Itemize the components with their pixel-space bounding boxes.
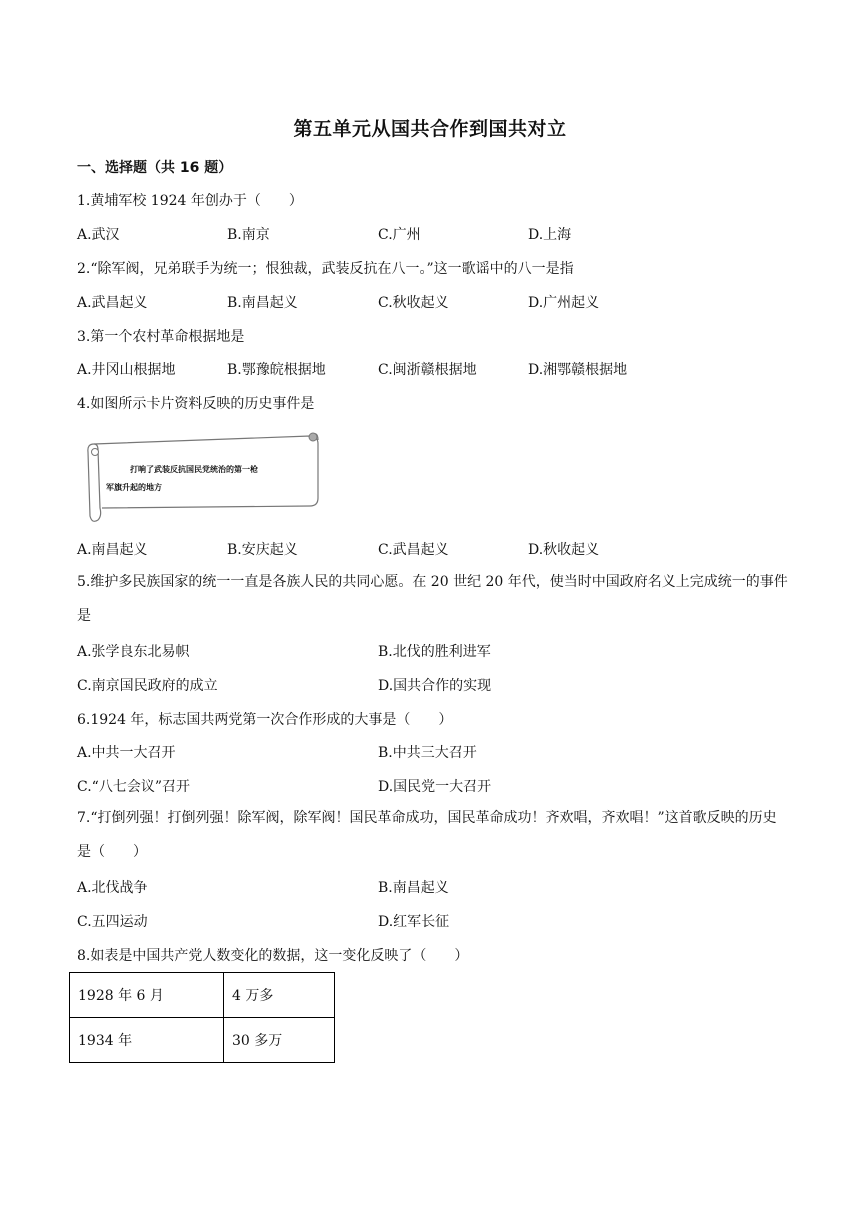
question-7-option-c: C.五四运动 xyxy=(77,914,148,930)
question-4-option-c: C.武昌起义 xyxy=(378,542,449,558)
table-row xyxy=(70,1018,335,1063)
question-3-option-b: B.鄂豫皖根据地 xyxy=(227,362,326,378)
table-cell: 1934 年 xyxy=(70,1018,224,1063)
question-7-option-d: D.红军长征 xyxy=(378,914,450,930)
question-5-option-d: D.国共合作的实现 xyxy=(378,678,492,694)
question-3-option-d: D.湘鄂赣根据地 xyxy=(528,362,628,378)
question-2-option-b: B.南昌起义 xyxy=(227,295,298,311)
page-title: 第五单元从国共合作到国共对立 xyxy=(293,118,567,140)
question-3-stem: 3.第一个农村革命根据地是 xyxy=(77,329,245,345)
question-7-stem: 7.“打倒列强！打倒列强！除军阀，除军阀！国民革命成功，国民革命成功！齐欢唱，齐欢唱！”这首歌反映的历史是（ ） xyxy=(77,810,777,860)
section-heading: 一、选择题（共 16 题） xyxy=(77,160,233,176)
question-1-option-d: D.上海 xyxy=(528,227,572,243)
question-5-option-b: B.北伐的胜利进军 xyxy=(378,644,491,660)
question-6-option-a: A.中共一大召开 xyxy=(77,745,176,761)
question-6-option-c: C.“八七会议”召开 xyxy=(77,779,190,795)
party-membership-table xyxy=(69,972,335,1063)
table-cell: 4 万多 xyxy=(224,973,335,1018)
question-3-option-c: C.闽浙赣根据地 xyxy=(378,362,477,378)
question-2-option-c: C.秋收起义 xyxy=(378,295,449,311)
question-7-option-b: B.南昌起义 xyxy=(378,880,449,896)
question-2-stem: 2.“除军阀，兄弟联手为统一；恨独裁，武装反抗在八一。”这一歌谣中的八一是指 xyxy=(77,261,574,277)
question-1-stem: 1.黄埔军校 1924 年创办于（ ） xyxy=(77,193,303,209)
scroll-card-image xyxy=(84,428,324,526)
question-8-stem: 8.如表是中国共产党人数变化的数据，这一变化反映了（ ） xyxy=(77,948,469,964)
card-text-line2: 军旗升起的地方 xyxy=(106,482,162,492)
question-2-option-a: A.武昌起义 xyxy=(77,295,148,311)
question-4-option-d: D.秋收起义 xyxy=(528,542,600,558)
table-row xyxy=(70,973,335,1018)
question-6-option-d: D.国民党一大召开 xyxy=(378,779,492,795)
question-6-option-b: B.中共三大召开 xyxy=(378,745,477,761)
scroll-frame-icon xyxy=(84,428,324,526)
question-6-stem: 6.1924 年，标志国共两党第一次合作形成的大事是（ ） xyxy=(77,712,453,728)
question-2-option-d: D.广州起义 xyxy=(528,295,600,311)
question-4-stem: 4.如图所示卡片资料反映的历史事件是 xyxy=(77,396,315,412)
question-4-option-b: B.安庆起义 xyxy=(227,542,298,558)
table-cell: 30 多万 xyxy=(224,1018,335,1063)
question-4-option-a: A.南昌起义 xyxy=(77,542,148,558)
question-5-stem: 5.维护多民族国家的统一一直是各族人民的共同心愿。在 20 世纪 20 年代，使当时中国政府名义上完成统一的事件是 xyxy=(77,574,788,624)
table-cell: 1928 年 6 月 xyxy=(70,973,224,1018)
card-text-line1: 打响了武装反抗国民党统治的第一枪 xyxy=(130,464,258,474)
question-5-option-a: A.张学良东北易帜 xyxy=(77,644,190,660)
question-5-option-c: C.南京国民政府的成立 xyxy=(77,678,218,694)
question-3-option-a: A.井冈山根据地 xyxy=(77,362,176,378)
question-1-option-a: A.武汉 xyxy=(77,227,120,243)
question-1-option-b: B.南京 xyxy=(227,227,270,243)
question-7-option-a: A.北伐战争 xyxy=(77,880,148,896)
question-1-option-c: C.广州 xyxy=(378,227,421,243)
